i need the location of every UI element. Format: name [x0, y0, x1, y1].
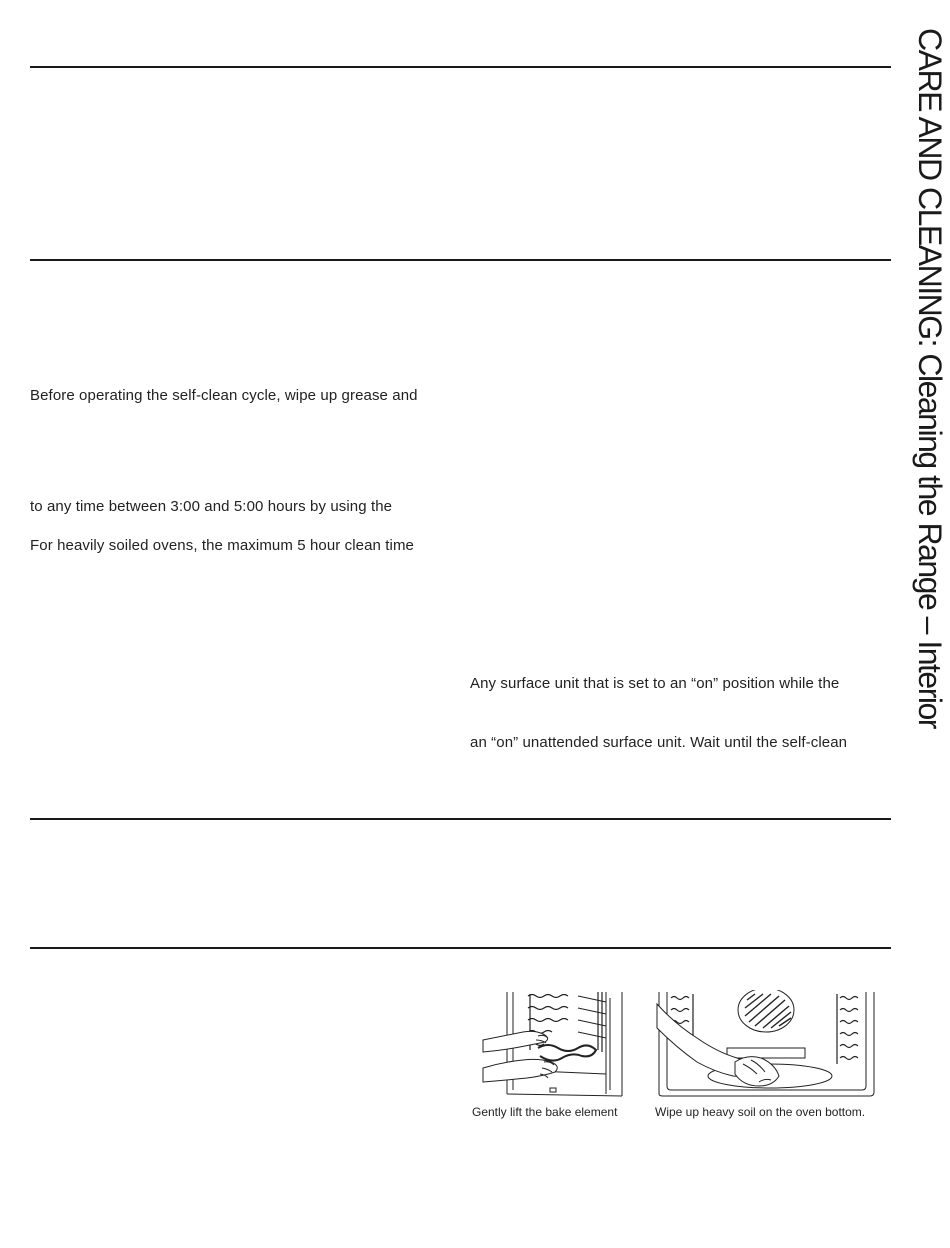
- left-text-line-1: Before operating the self-clean cycle, wipe up grease and: [30, 387, 418, 404]
- left-text-line-3: For heavily soiled ovens, the maximum 5 hour clean time: [30, 537, 415, 554]
- right-text-line-2: an “on” unattended surface unit. Wait until the self-clean: [470, 734, 848, 751]
- section-title: CARE AND CLEANING: Cleaning the Range – Interior: [912, 28, 948, 728]
- divider-2: [30, 259, 891, 261]
- bake-element-caption: Gently lift the bake element: [472, 1105, 618, 1119]
- divider-3: [30, 818, 891, 820]
- hands-lifting-bake-element-illustration: [478, 990, 626, 1098]
- right-text-line-1: Any surface unit that is set to an “on” position while the: [470, 675, 840, 692]
- divider-4: [30, 947, 891, 949]
- hand-wiping-oven-bottom-illustration: [655, 990, 878, 1100]
- left-text-line-2: to any time between 3:00 and 5:00 hours by using the: [30, 498, 393, 515]
- oven-bottom-caption: Wipe up heavy soil on the oven bottom.: [655, 1105, 866, 1119]
- divider-1: [30, 66, 891, 68]
